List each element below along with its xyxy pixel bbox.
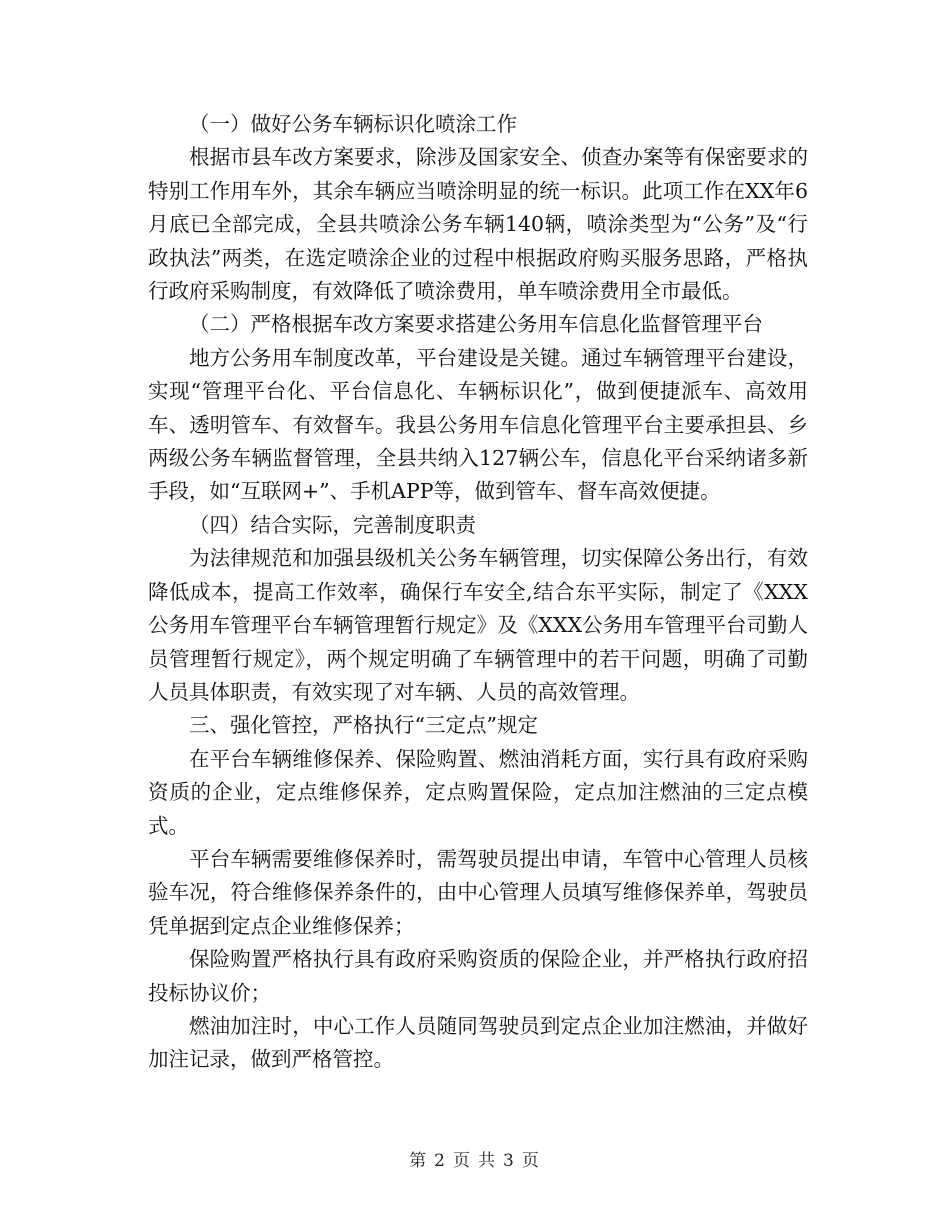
section-heading-2: （二）严格根据车改方案要求搭建公务用车信息化监督管理平台	[189, 312, 763, 337]
current-page-number: 2	[434, 1151, 447, 1171]
total-unit: 页	[521, 1151, 541, 1171]
section-heading-three: 三、强化管控，严格执行“三定点”规定	[189, 713, 538, 738]
section-heading-1: （一）做好公务车辆标识化喷涂工作	[189, 112, 517, 136]
page-footer	[0, 1146, 950, 1171]
paragraph: 为法律规范和加强县级机关公务车辆管理，切实保障公务出行，有效降低成本，提高工作效率，确保行车安全,结合东平实际，制定了《XXX公务用车管理平台车辆管理暂行规定》及《XXX公务用车管理平台司勤人员管理暂行规定》，两个规定明确了车辆管理中的若干问题，明确了司勤人员具体职责，有效实现了对车辆、人员的高效管理。	[148, 546, 808, 704]
paragraph: 地方公务用车制度改革，平台建设是关键。通过车辆管理平台建设，实现“管理平台化、平台信息化、车辆标识化”，做到便捷派车、高效用车、透明管车、有效督车。我县公务用车信息化管理平台主要承担县、乡两级公务车辆监督管理，全县共纳入127辆公车，信息化平台采纳诸多新手段，如“互联网+”、手机APP等，做到管车、督车高效便捷。	[148, 345, 808, 504]
document-body	[148, 108, 808, 1077]
paragraph: 保险购置严格执行具有政府采购资质的保险企业，并严格执行政府招投标协议价；	[148, 947, 808, 1005]
total-prefix: 共	[478, 1151, 497, 1171]
page-unit: 页	[453, 1151, 472, 1171]
section-heading-4: （四）结合实际，完善制度职责	[189, 512, 476, 537]
total-pages-number: 3	[503, 1151, 516, 1171]
page-prefix: 第	[409, 1151, 429, 1171]
paragraph: 燃油加注时，中心工作人员随同驾驶员到定点企业加注燃油，并做好加注记录，做到严格管控。	[148, 1013, 808, 1072]
paragraph: 根据市县车改方案要求，除涉及国家安全、侦查办案等有保密要求的特别工作用车外，其余车辆应当喷涂明显的统一标识。此项工作在XX年6月底已全部完成，全县共喷涂公务车辆140辆，喷涂类型为“公务”及“行政执法”两类，在选定喷涂企业的过程中根据政府购买服务思路，严格执行政府采购制度，有效降低了喷涂费用，单车喷涂费用全市最低。	[148, 145, 808, 304]
paragraph: 平台车辆需要维修保养时，需驾驶员提出申请，车管中心管理人员核验车况，符合维修保养条件的，由中心管理人员填写维修保养单，驾驶员凭单据到定点企业维修保养；	[148, 846, 808, 938]
paragraph: 在平台车辆维修保养、保险购置、燃油消耗方面，实行具有政府采购资质的企业，定点维修保养，定点购置保险，定点加注燃油的三定点模式。	[148, 746, 808, 838]
